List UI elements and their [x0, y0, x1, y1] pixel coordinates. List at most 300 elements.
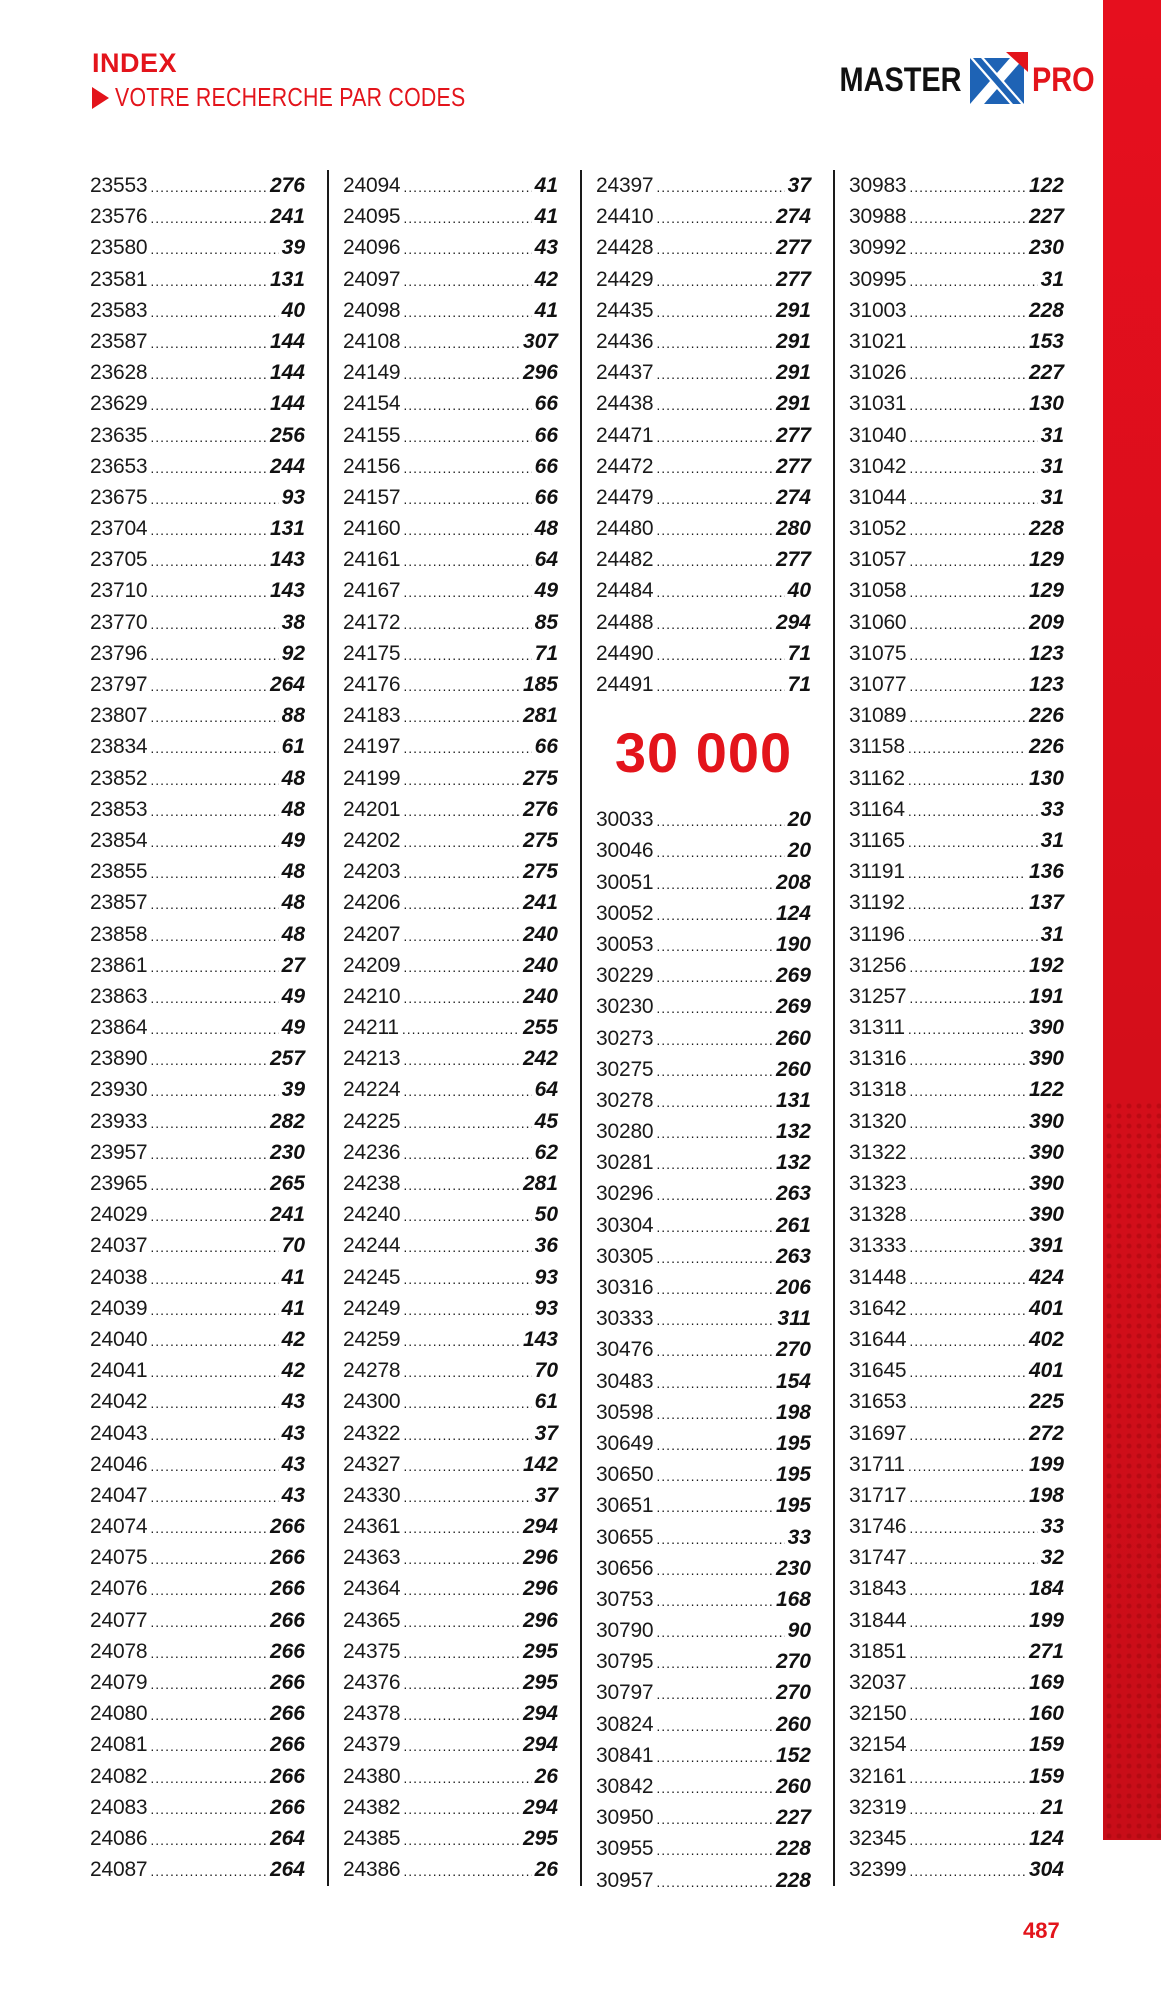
product-code: 23675 — [90, 485, 148, 509]
product-code: 24361 — [343, 1515, 401, 1539]
dot-leader — [656, 484, 773, 515]
page-reference: 230 — [775, 1556, 811, 1580]
dot-leader — [656, 993, 773, 1024]
dot-leader — [909, 1264, 1026, 1295]
dot-leader — [150, 1076, 278, 1107]
dot-leader — [403, 1825, 520, 1856]
page-reference: 199 — [1028, 1452, 1064, 1476]
dot-leader — [909, 983, 1026, 1014]
product-code: 24224 — [343, 1078, 401, 1102]
index-entry — [343, 1854, 558, 1885]
dot-leader — [656, 266, 773, 297]
product-code: 24040 — [90, 1327, 148, 1351]
index-entry — [849, 1636, 1064, 1667]
dot-leader — [150, 1420, 278, 1451]
dot-leader — [150, 1638, 267, 1669]
page-reference: 33 — [787, 1525, 811, 1549]
index-entry — [90, 1729, 305, 1760]
page-reference: 41 — [281, 1265, 305, 1289]
page-reference: 129 — [1028, 548, 1064, 572]
product-code: 23858 — [90, 922, 148, 946]
masterpro-logo — [818, 52, 1105, 108]
product-code: 24077 — [90, 1608, 148, 1632]
index-entry — [343, 513, 558, 544]
index-entry — [596, 1085, 811, 1116]
page-reference: 294 — [522, 1795, 558, 1819]
page-reference: 39 — [281, 1078, 305, 1102]
index-entry — [90, 981, 305, 1012]
product-code: 24225 — [343, 1109, 401, 1133]
product-code: 31191 — [849, 860, 905, 884]
dot-leader — [150, 1201, 267, 1232]
index-entry — [90, 451, 305, 482]
index-entry — [343, 1012, 558, 1043]
dot-leader — [656, 1305, 774, 1336]
index-entry — [343, 326, 558, 357]
index-entry — [596, 1740, 811, 1771]
product-code: 24154 — [343, 392, 401, 416]
index-entry — [90, 607, 305, 638]
index-entry — [849, 1137, 1064, 1168]
dot-leader — [656, 1180, 773, 1211]
page-reference: 401 — [1028, 1296, 1064, 1320]
page-reference: 62 — [534, 1140, 558, 1164]
dot-leader — [656, 1835, 773, 1866]
dot-leader — [150, 1045, 267, 1076]
product-code: 23930 — [90, 1078, 148, 1102]
product-code: 23770 — [90, 610, 148, 634]
dot-leader — [908, 733, 1026, 764]
page-reference: 43 — [281, 1421, 305, 1445]
product-code: 24245 — [343, 1265, 401, 1289]
dot-leader — [656, 1679, 773, 1710]
dot-leader — [909, 1825, 1026, 1856]
dot-leader — [403, 359, 520, 390]
page-reference: 50 — [534, 1203, 558, 1227]
index-entry — [596, 867, 811, 898]
index-entry — [90, 1355, 305, 1386]
index-entry — [849, 950, 1064, 981]
dot-leader — [908, 1451, 1026, 1482]
page-reference: 70 — [534, 1359, 558, 1383]
product-code: 23807 — [90, 704, 148, 728]
page-reference: 71 — [534, 641, 558, 665]
page-reference: 192 — [1028, 953, 1064, 977]
dot-leader — [403, 1794, 520, 1825]
dot-leader — [150, 515, 267, 546]
product-code: 31058 — [849, 579, 907, 603]
page-reference: 144 — [269, 361, 305, 385]
dot-leader — [909, 1232, 1026, 1263]
page-reference: 143 — [269, 579, 305, 603]
dot-leader — [656, 1212, 773, 1243]
index-entry — [343, 1355, 558, 1386]
page-reference: 39 — [281, 236, 305, 260]
dot-leader — [403, 858, 520, 889]
product-code: 24435 — [596, 298, 654, 322]
dot-leader — [909, 422, 1037, 453]
product-code: 23576 — [90, 205, 148, 229]
page-reference: 240 — [522, 922, 558, 946]
index-entry — [596, 451, 811, 482]
dot-leader — [656, 1524, 784, 1555]
page-reference: 66 — [534, 735, 558, 759]
subtitle-text: VOTRE RECHERCHE PAR CODES — [115, 82, 466, 112]
page-reference: 307 — [522, 329, 558, 353]
product-code: 24363 — [343, 1546, 401, 1570]
product-code: 24429 — [596, 267, 654, 291]
index-entry — [90, 1074, 305, 1105]
dot-leader — [656, 1617, 784, 1648]
product-code: 31851 — [849, 1639, 907, 1663]
index-entry — [90, 700, 305, 731]
index-entry — [343, 1418, 558, 1449]
dot-leader — [656, 1711, 773, 1742]
dot-leader — [150, 858, 278, 889]
dot-leader — [909, 702, 1026, 733]
product-code: 30052 — [596, 901, 654, 925]
product-code: 24206 — [343, 891, 401, 915]
product-code: 24038 — [90, 1265, 148, 1289]
page-reference: 169 — [1028, 1671, 1064, 1694]
dot-leader — [150, 577, 267, 608]
product-code: 30795 — [596, 1650, 654, 1674]
product-code: 31642 — [849, 1296, 907, 1320]
product-code: 30483 — [596, 1369, 654, 1393]
index-entry — [596, 1397, 811, 1428]
product-code: 32345 — [849, 1826, 907, 1850]
page-reference: 228 — [1028, 517, 1064, 541]
dot-leader — [403, 921, 520, 952]
dot-leader — [656, 1368, 773, 1399]
index-entry — [849, 482, 1064, 513]
page-reference: 275 — [522, 828, 558, 852]
product-code: 23853 — [90, 797, 148, 821]
index-entry — [849, 1449, 1064, 1480]
product-code: 31746 — [849, 1515, 907, 1539]
page-reference: 88 — [281, 704, 305, 728]
page-reference: 255 — [522, 1016, 558, 1040]
index-entry — [596, 201, 811, 232]
product-code: 24094 — [343, 174, 401, 197]
dot-leader — [150, 1544, 267, 1575]
product-code: 23834 — [90, 735, 148, 759]
product-code: 24378 — [343, 1702, 401, 1726]
product-code: 24029 — [90, 1203, 148, 1227]
page-reference: 294 — [522, 1733, 558, 1757]
index-entry — [343, 1729, 558, 1760]
index-column-3 — [596, 170, 811, 1896]
index-entry — [596, 513, 811, 544]
index-entry — [849, 544, 1064, 575]
index-entry — [849, 919, 1064, 950]
product-code: 24375 — [343, 1639, 401, 1663]
index-entry — [90, 1573, 305, 1604]
dot-leader — [150, 359, 267, 390]
index-entry — [596, 1272, 811, 1303]
dot-leader — [150, 1575, 267, 1606]
product-code: 23852 — [90, 766, 148, 790]
page-reference: 31 — [1040, 423, 1064, 447]
index-entry — [596, 1210, 811, 1241]
page-reference: 37 — [534, 1483, 558, 1507]
index-entry — [849, 357, 1064, 388]
dot-leader — [656, 390, 773, 421]
page-reference: 41 — [534, 298, 558, 322]
product-code: 30229 — [596, 964, 654, 988]
index-entry — [596, 544, 811, 575]
index-entry — [343, 1573, 558, 1604]
index-entry — [849, 1168, 1064, 1199]
dot-leader — [909, 1731, 1026, 1762]
index-column-1 — [90, 170, 305, 1885]
index-entry — [343, 1230, 558, 1261]
product-code: 23628 — [90, 361, 148, 385]
page-reference: 144 — [269, 392, 305, 416]
page-reference: 390 — [1028, 1172, 1064, 1195]
dot-leader — [150, 1108, 267, 1139]
dot-leader — [403, 1045, 520, 1076]
index-entry — [90, 1511, 305, 1542]
dot-leader — [403, 1544, 520, 1575]
page-reference: 190 — [775, 932, 811, 956]
page-reference: 41 — [281, 1296, 305, 1320]
page-reference: 42 — [281, 1359, 305, 1383]
index-entry — [343, 1792, 558, 1823]
page-reference: 208 — [775, 870, 811, 894]
page-reference: 185 — [522, 673, 558, 696]
index-entry — [596, 232, 811, 263]
dot-leader — [909, 546, 1026, 577]
product-code: 30305 — [596, 1244, 654, 1268]
page-reference: 191 — [1028, 984, 1064, 1008]
dot-leader — [150, 546, 267, 577]
product-code: 31323 — [849, 1172, 907, 1195]
index-entry — [596, 1833, 811, 1864]
product-code: 24365 — [343, 1608, 401, 1632]
dot-leader — [403, 1482, 531, 1513]
page-reference: 272 — [1028, 1421, 1064, 1445]
index-entry — [343, 1542, 558, 1573]
index-entry — [90, 232, 305, 263]
dot-leader — [656, 837, 784, 868]
index-entry — [596, 929, 811, 960]
product-code: 32319 — [849, 1795, 907, 1819]
product-code: 24249 — [343, 1296, 401, 1320]
product-code: 24161 — [343, 548, 401, 572]
index-entry — [343, 794, 558, 825]
dot-leader — [150, 671, 267, 702]
page-reference: 241 — [522, 891, 558, 915]
index-entry — [343, 1199, 558, 1230]
product-code: 24098 — [343, 298, 401, 322]
index-entry — [90, 575, 305, 606]
index-entry — [90, 357, 305, 388]
index-entry — [596, 1490, 811, 1521]
index-entry — [90, 1823, 305, 1854]
index-entry — [849, 1854, 1064, 1885]
dot-leader — [403, 1763, 531, 1794]
page-reference: 40 — [787, 579, 811, 603]
product-code: 31717 — [849, 1483, 907, 1507]
dot-leader — [403, 515, 531, 546]
dot-leader — [656, 1243, 773, 1274]
product-code: 24047 — [90, 1483, 148, 1507]
product-code: 30753 — [596, 1587, 654, 1611]
page-reference: 195 — [775, 1494, 811, 1518]
product-code: 24236 — [343, 1140, 401, 1164]
dot-leader — [909, 577, 1026, 608]
page-reference: 280 — [775, 517, 811, 541]
dot-leader — [403, 827, 520, 858]
index-entry — [596, 1178, 811, 1209]
logo-master-text: MASTER — [839, 60, 962, 99]
page-reference: 38 — [281, 610, 305, 634]
dot-leader — [656, 1773, 773, 1804]
index-entry — [849, 264, 1064, 295]
dot-leader — [150, 952, 278, 983]
page-reference: 275 — [522, 860, 558, 884]
product-code: 30950 — [596, 1806, 654, 1830]
index-entry — [90, 1667, 305, 1698]
dot-leader — [656, 515, 773, 546]
page-title: INDEX — [92, 48, 178, 78]
dot-leader — [150, 1139, 267, 1170]
dot-leader — [403, 796, 520, 827]
index-column-2 — [343, 170, 558, 1885]
dot-leader — [909, 484, 1037, 515]
page-reference: 304 — [1028, 1858, 1064, 1882]
index-entry — [343, 700, 558, 731]
page-reference: 276 — [522, 797, 558, 821]
product-code: 24041 — [90, 1359, 148, 1383]
product-code: 30273 — [596, 1026, 654, 1050]
index-entry — [343, 1667, 558, 1698]
product-code: 31256 — [849, 953, 907, 977]
dot-leader — [656, 577, 784, 608]
product-code: 24157 — [343, 485, 401, 509]
index-entry — [596, 1615, 811, 1646]
dot-leader — [403, 640, 531, 671]
index-entry — [343, 950, 558, 981]
index-entry — [90, 638, 305, 669]
dot-leader — [403, 1108, 531, 1139]
product-code: 31448 — [849, 1265, 907, 1289]
product-code: 24479 — [596, 485, 654, 509]
index-entry — [596, 960, 811, 991]
dot-leader — [656, 359, 773, 390]
page-reference: 296 — [522, 1608, 558, 1632]
index-entry — [90, 1480, 305, 1511]
dot-leader — [909, 1513, 1037, 1544]
product-code: 24046 — [90, 1452, 148, 1476]
page-reference: 49 — [534, 579, 558, 603]
dot-leader — [909, 1700, 1026, 1731]
index-entry — [596, 1646, 811, 1677]
index-entry — [343, 919, 558, 950]
product-code: 24078 — [90, 1639, 148, 1663]
product-code: 31077 — [849, 673, 907, 696]
page-reference: 390 — [1028, 1016, 1064, 1040]
product-code: 24438 — [596, 392, 654, 416]
product-code: 24149 — [343, 361, 401, 385]
section-heading — [596, 700, 811, 804]
product-code: 30995 — [849, 267, 907, 291]
dot-leader — [909, 1607, 1026, 1638]
dot-leader — [403, 1264, 531, 1295]
page-reference: 41 — [534, 174, 558, 197]
index-entry — [343, 232, 558, 263]
index-column-4 — [849, 170, 1064, 1885]
dot-leader — [403, 266, 531, 297]
page-reference: 261 — [775, 1213, 811, 1237]
page-reference: 122 — [1028, 1078, 1064, 1102]
dot-leader — [656, 1648, 773, 1679]
page-reference: 277 — [775, 236, 811, 260]
page-reference: 270 — [775, 1338, 811, 1362]
product-code: 30333 — [596, 1307, 654, 1331]
dot-leader — [909, 1388, 1026, 1419]
page-reference: 264 — [269, 1826, 305, 1850]
dot-leader — [909, 1856, 1026, 1887]
index-entry — [849, 1199, 1064, 1230]
index-entry — [343, 887, 558, 918]
product-code: 31844 — [849, 1608, 907, 1632]
index-entry — [596, 1366, 811, 1397]
page-reference: 48 — [281, 766, 305, 790]
dot-leader — [909, 515, 1026, 546]
dot-leader — [403, 1856, 531, 1887]
product-code: 24472 — [596, 454, 654, 478]
product-code: 30955 — [596, 1837, 654, 1861]
dot-leader — [150, 1451, 278, 1482]
dot-leader — [150, 1731, 267, 1762]
dot-leader — [656, 1149, 773, 1180]
product-code: 24397 — [596, 174, 654, 197]
page-reference: 64 — [534, 548, 558, 572]
dot-leader — [403, 1669, 520, 1700]
dot-leader — [150, 1014, 278, 1045]
product-code: 23635 — [90, 423, 148, 447]
index-entry — [596, 607, 811, 638]
product-code: 24364 — [343, 1577, 401, 1601]
page-reference: 66 — [534, 392, 558, 416]
product-code: 24203 — [343, 860, 401, 884]
index-entry — [596, 482, 811, 513]
index-entry — [90, 887, 305, 918]
page-reference: 228 — [1028, 298, 1064, 322]
dot-leader — [909, 1201, 1026, 1232]
product-code: 24379 — [343, 1733, 401, 1757]
index-entry — [343, 1293, 558, 1324]
dot-leader — [909, 1357, 1026, 1388]
page-reference: 130 — [1028, 392, 1064, 416]
product-code: 24083 — [90, 1795, 148, 1819]
product-code: 30051 — [596, 870, 654, 894]
dot-leader — [403, 702, 520, 733]
product-code: 31158 — [849, 735, 905, 759]
page-reference: 184 — [1028, 1577, 1064, 1601]
product-code: 24074 — [90, 1515, 148, 1539]
product-code: 24300 — [343, 1390, 401, 1414]
page-reference: 129 — [1028, 579, 1064, 603]
index-entry — [596, 898, 811, 929]
page-reference: 154 — [775, 1369, 811, 1393]
dot-leader — [403, 1357, 531, 1388]
page-reference: 45 — [534, 1109, 558, 1133]
page-reference: 137 — [1028, 891, 1064, 915]
page-reference: 260 — [775, 1057, 811, 1081]
